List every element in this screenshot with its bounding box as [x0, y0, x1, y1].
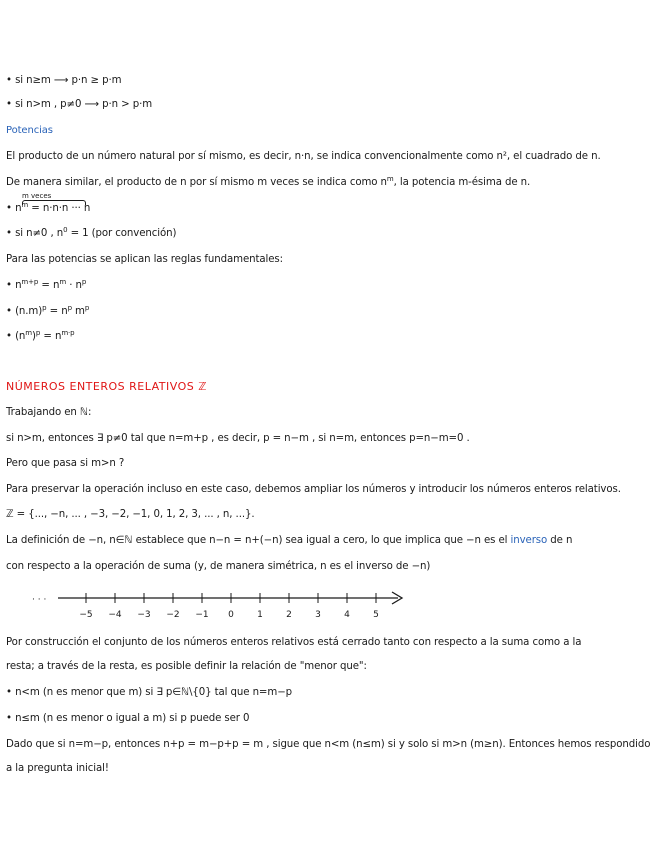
- number-line-tick-label: 3: [315, 610, 321, 620]
- rule2-sup2: p: [67, 304, 72, 312]
- rule3-b: ): [32, 331, 36, 342]
- order-rule-2: [6, 98, 152, 112]
- rule3-sup3: m·p: [61, 329, 75, 337]
- number-line-tick-label: −3: [137, 610, 151, 620]
- power-definition: [6, 176, 530, 190]
- inverse-sum-note: con respecto a la operación de suma (y, de manera simétrica, n es el inverso de −n): [6, 561, 431, 572]
- order-rule-1: [6, 74, 121, 88]
- rule3-sup1: m: [25, 329, 33, 337]
- rule-product-of-powers: [6, 279, 86, 293]
- less-equal-def-text: n≤m (n es menor o igual a m) si p puede ser 0: [15, 713, 250, 724]
- number-line-tick-label: −2: [166, 610, 180, 620]
- power-definition-sup: m: [386, 175, 394, 183]
- number-line-tick-label: 5: [373, 610, 379, 620]
- zero-power-a: si n≠0 , n: [15, 228, 64, 239]
- square-definition: El producto de un número natural por sí mismo, es decir, n·n, se indica convencionalmente como n², el cuadrado de n.: [6, 151, 601, 162]
- rule2-c: m: [71, 306, 85, 317]
- question-m-greater-n: Pero que pasa si m>n ?: [6, 458, 125, 469]
- less-than-def-text: n<m (n es menor que m) si ∃ p∈ℕ\{0} tal que n=m−p: [15, 687, 292, 698]
- number-line-tick-label: 0: [228, 610, 234, 620]
- power-definition-b: , la potencia m-ésima de n.: [393, 177, 531, 188]
- rule3-sup2: p: [35, 329, 41, 337]
- zero-power-rule: [6, 227, 176, 241]
- rule1-sup3: p: [81, 278, 87, 286]
- power-expansion: [6, 202, 90, 216]
- rule2-b: = n: [46, 306, 68, 317]
- rule1-b: = n: [38, 280, 60, 291]
- rules-intro: Para las potencias se aplican las reglas fundamentales:: [6, 254, 283, 265]
- inverso-word: inverso: [510, 535, 548, 546]
- order-rule-2-text: si n>m , p≠0 ⟶ p·n > p·m: [15, 99, 153, 110]
- conclusion-1: Dado que si n=m−p, entonces n+p = m−p+p = m , sigue que n<m (n≤m) si y solo si m>n (m≥n). Entonces hemos respondido: [6, 739, 651, 750]
- rule2-sup1: p: [42, 304, 47, 312]
- rule2-a: (n.m): [15, 306, 43, 317]
- rule1-c: · n: [66, 280, 82, 291]
- rule1-sup1: m+p: [21, 278, 39, 286]
- power-expansion-sup: m: [21, 201, 29, 209]
- power-expansion-a: n: [15, 203, 22, 214]
- power-definition-a: De manera similar, el producto de n por sí mismo m veces se indica como n: [6, 177, 387, 188]
- potencias-heading: Potencias: [6, 125, 53, 136]
- rule3-a: (n: [15, 331, 26, 342]
- power-expansion-b: = n·n·n ··· n: [28, 203, 91, 214]
- working-in-n: Trabajando en ℕ:: [6, 407, 92, 418]
- negative-definition: [6, 534, 572, 548]
- number-line-tick-label: −4: [108, 610, 122, 620]
- rule-power-of-power: [6, 330, 75, 344]
- number-line-dots: · · ·: [32, 595, 47, 605]
- rule1-sup2: m: [59, 278, 67, 286]
- negative-definition-a: La definición de −n, n∈ℕ establece que n−n = n+(−n) sea igual a cero, lo que implica que −n es el: [6, 535, 511, 546]
- number-line-ticks: [79, 593, 379, 620]
- number-line-tick-label: 1: [257, 610, 263, 620]
- zero-power-b: = 1 (por convención): [67, 228, 177, 239]
- number-line-tick-label: 2: [286, 610, 292, 620]
- number-line-tick-label: −1: [195, 610, 209, 620]
- rule-power-of-product: [6, 305, 89, 319]
- less-than-def: [6, 686, 292, 700]
- closure-statement: Por construcción el conjunto de los números enteros relativos está cerrado tanto con respecto a la suma como a la: [6, 637, 582, 648]
- order-rule-1-text: si n≥m ⟶ p·n ≥ p·m: [15, 75, 122, 86]
- integers-set: ℤ = {..., −n, ... , −3, −2, −1, 0, 1, 2, 3, ... , n, ...}.: [6, 509, 255, 520]
- preserve-operation: Para preservar la operación incluso en este caso, debemos ampliar los números y introducir los números enteros relativos.: [6, 484, 621, 495]
- subtraction-case: si n>m, entonces ∃ p≠0 tal que n=m+p , es decir, p = n−m , si n=m, entonces p=n−m=0 .: [6, 433, 470, 444]
- negative-definition-b: de n: [547, 535, 573, 546]
- zero-power-sup: 0: [63, 226, 68, 234]
- rule1-a: n: [15, 280, 22, 291]
- rule3-c: = n: [40, 331, 62, 342]
- rule2-sup3: p: [84, 304, 90, 312]
- number-line-tick-label: 4: [344, 610, 350, 620]
- conclusion-2: a la pregunta inicial!: [6, 763, 109, 774]
- less-than-intro: resta; a través de la resta, es posible definir la relación de "menor que":: [6, 661, 367, 672]
- number-line-tick-label: −5: [79, 610, 93, 620]
- brace-label: m veces: [22, 192, 52, 200]
- enteros-heading: NÚMEROS ENTEROS RELATIVOS ℤ: [6, 380, 207, 393]
- less-equal-def: [6, 712, 249, 726]
- number-line: [30, 586, 410, 626]
